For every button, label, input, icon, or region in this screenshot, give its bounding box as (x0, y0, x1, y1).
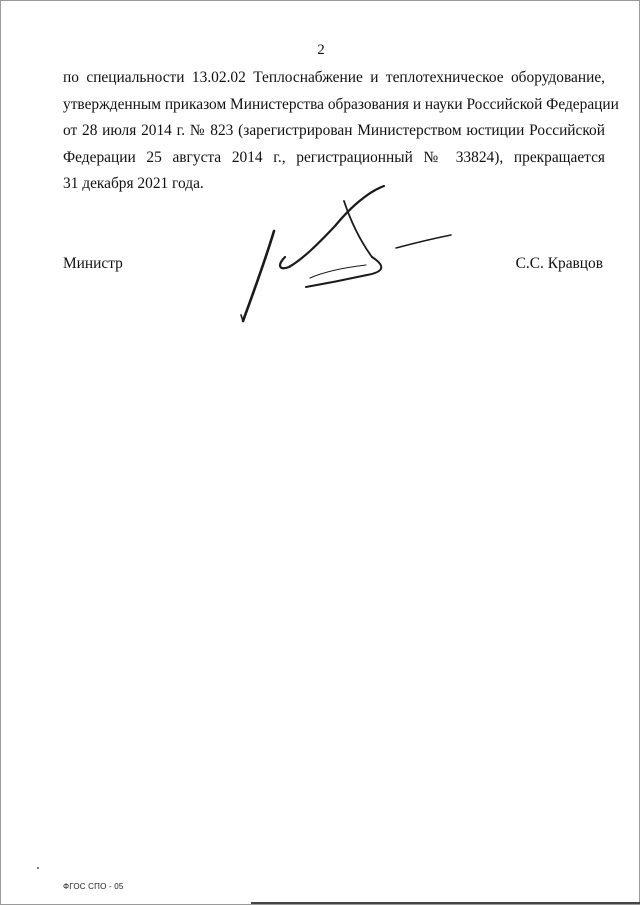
body-line-5: 31 декабря 2021 года. (63, 175, 204, 192)
signatory-name: С.С. Кравцов (515, 255, 603, 272)
bottom-edge-line (251, 902, 640, 904)
body-line-4: Федерации 25 августа 2014 г., регистрационный № 33824), прекращается (63, 148, 605, 166)
handwritten-signature (231, 179, 461, 329)
body-paragraph (63, 65, 619, 198)
body-line-1: по специальности 13.02.02 Теплоснабжение и теплотехническое оборудование, (63, 69, 605, 86)
footer-code: ФГОС СПО - 05 (63, 882, 124, 891)
body-line-2: утвержденным приказом Министерства образования и науки Российской Федерации (63, 95, 619, 113)
body-line-3: от 28 июля 2014 г. № 823 (зарегистрирован Министерством юстиции Российской (63, 122, 605, 139)
scan-speck (37, 867, 39, 869)
signatory-title: Министр (63, 255, 123, 272)
page-number: 2 (317, 42, 325, 58)
